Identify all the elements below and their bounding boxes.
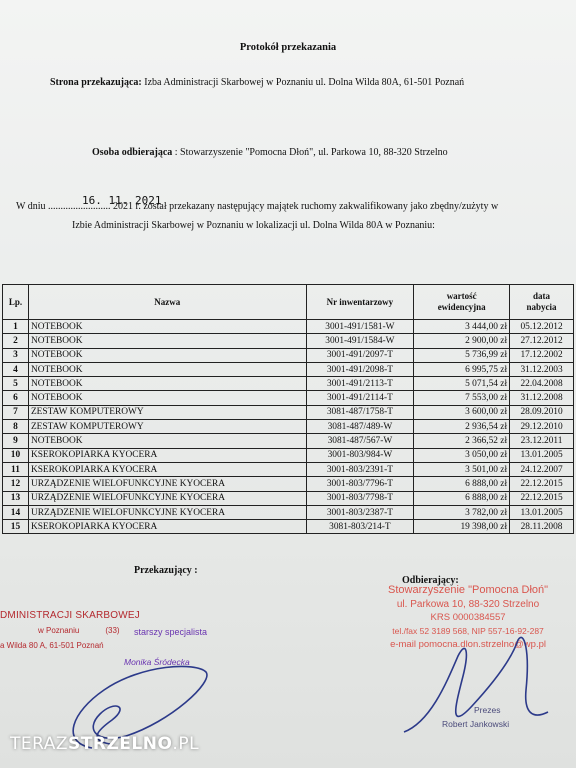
cell-wartosc: 19 398,00 zł (414, 520, 510, 534)
right-stamp-line-1: Stowarzyszenie "Pomocna Dłoń" (388, 584, 549, 596)
cell-lp: 4 (3, 362, 29, 376)
left-position-stamp: starszy specjalista (134, 627, 208, 637)
right-stamp-line-5: e-mail pomocna.dlon.strzelno@wp.pl (390, 639, 546, 650)
cell-wartosc: 6 888,00 zł (414, 491, 510, 505)
logo-part-teraz: TERAZ (10, 734, 69, 754)
sentence-line-2: Izbie Administracji Skarbowej w Poznaniu w lokalizacji ul. Dolna Wilda 80A w Poznaniu: (72, 220, 435, 231)
header-lp: Lp. (3, 285, 29, 320)
osoba-label: Osoba odbierająca (92, 147, 173, 158)
cell-nazwa: KSEROKOPIARKA KYOCERA (28, 448, 306, 462)
cell-nr-inwentarzowy: 3081-803/214-T (306, 520, 414, 534)
cell-nazwa: NOTEBOOK (28, 362, 306, 376)
cell-wartosc: 2 936,54 zł (414, 420, 510, 434)
cell-nazwa: URZĄDZENIE WIELOFUNKCYJNE KYOCERA (28, 477, 306, 491)
cell-nr-inwentarzowy: 3001-803/2387-T (306, 505, 414, 519)
cell-wartosc: 2 900,00 zł (414, 334, 510, 348)
cell-nazwa: URZĄDZENIE WIELOFUNKCYJNE KYOCERA (28, 491, 306, 505)
cell-lp: 12 (3, 477, 29, 491)
cell-nazwa: URZĄDZENIE WIELOFUNKCYJNE KYOCERA (28, 505, 306, 519)
cell-nazwa: KSEROKOPIARKA KYOCERA (28, 462, 306, 476)
left-stamp-line-3: a Wilda 80 A, 61-501 Poznań (0, 641, 104, 650)
cell-nr-inwentarzowy: 3081-487/567-W (306, 434, 414, 448)
terazstrzelno-watermark-logo (10, 734, 199, 754)
cell-lp: 10 (3, 448, 29, 462)
cell-wartosc: 3 050,00 zł (414, 448, 510, 462)
odbierajacy-label: Odbierający: (402, 575, 459, 586)
cell-wartosc: 5 736,99 zł (414, 348, 510, 362)
header-data-2: nabycia (526, 302, 557, 312)
cell-nazwa: NOTEBOOK (28, 334, 306, 348)
right-stamp-line-2: ul. Parkowa 10, 88-320 Strzelno (396, 598, 540, 610)
strona-value: Izba Administracji Skarbowej w Poznaniu ul. Dolna Wilda 80A, 61-501 Poznań (141, 77, 465, 88)
cell-lp: 3 (3, 348, 29, 362)
cell-nazwa: NOTEBOOK (28, 391, 306, 405)
cell-nr-inwentarzowy: 3001-803/7798-T (306, 491, 414, 505)
cell-nr-inwentarzowy: 3081-487/489-W (306, 420, 414, 434)
cell-nr-inwentarzowy: 3001-491/1584-W (306, 334, 414, 348)
cell-wartosc: 3 600,00 zł (414, 405, 510, 419)
cell-lp: 15 (3, 520, 29, 534)
cell-lp: 11 (3, 462, 29, 476)
right-position-stamp: Prezes (474, 705, 501, 715)
date-dots: ......................... (48, 201, 111, 212)
cell-lp: 13 (3, 491, 29, 505)
right-stamp-line-4: tel./fax 52 3189 568, NIP 557-16-92-287 (392, 625, 544, 636)
cell-wartosc: 6 995,75 zł (414, 362, 510, 376)
cell-nazwa: ZESTAW KOMPUTEROWY (28, 405, 306, 419)
osoba-value: : Stowarzyszenie "Pomocna Dłoń", ul. Parkowa 10, 88-320 Strzelno (172, 147, 448, 158)
logo-part-pl: .PL (172, 734, 200, 754)
cell-data-nabycia: 28.11.2008 (510, 520, 574, 534)
cell-wartosc: 7 553,00 zł (414, 391, 510, 405)
cell-nazwa: NOTEBOOK (28, 348, 306, 362)
left-signer-stamp: Monika Śródecka (124, 657, 190, 667)
cell-wartosc: 3 444,00 zł (414, 320, 510, 334)
right-signature-stroke (404, 637, 548, 732)
left-stamp-line-1: DMINISTRACJI SKARBOWEJ (0, 610, 140, 621)
logo-part-strzelno: STRZELNO (68, 734, 173, 754)
left-stamp-city: w Poznaniu (38, 626, 80, 635)
cell-data-nabycia: 22.04.2008 (510, 377, 574, 391)
cell-nr-inwentarzowy: 3001-491/2098-T (306, 362, 414, 376)
cell-lp: 6 (3, 391, 29, 405)
cell-data-nabycia: 28.09.2010 (510, 405, 574, 419)
cell-nazwa: NOTEBOOK (28, 377, 306, 391)
strona-label: Strona przekazująca: (50, 77, 142, 88)
cell-nr-inwentarzowy: 3001-491/2113-T (306, 377, 414, 391)
cell-data-nabycia: 23.12.2011 (510, 434, 574, 448)
header-wartosc-1: wartość (446, 291, 477, 301)
cell-data-nabycia: 31.12.2008 (510, 391, 574, 405)
cell-lp: 2 (3, 334, 29, 348)
cell-data-nabycia: 27.12.2012 (510, 334, 574, 348)
cell-data-nabycia: 29.12.2010 (510, 420, 574, 434)
sentence-rest: 2021 r. został przekazany następujący majątek ruchomy zakwalifikowany jako zbędny/zużyty w (113, 201, 499, 212)
cell-nr-inwentarzowy: 3001-803/7796-T (306, 477, 414, 491)
cell-data-nabycia: 05.12.2012 (510, 320, 574, 334)
cell-lp: 8 (3, 420, 29, 434)
cell-lp: 5 (3, 377, 29, 391)
cell-wartosc: 3 782,00 zł (414, 505, 510, 519)
cell-lp: 9 (3, 434, 29, 448)
cell-nazwa: NOTEBOOK (28, 320, 306, 334)
cell-nr-inwentarzowy: 3001-491/2097-T (306, 348, 414, 362)
cell-lp: 14 (3, 505, 29, 519)
cell-lp: 7 (3, 405, 29, 419)
cell-nr-inwentarzowy: 3001-803/984-W (306, 448, 414, 462)
cell-wartosc: 3 501,00 zł (414, 462, 510, 476)
cell-wartosc: 6 888,00 zł (414, 477, 510, 491)
cell-nr-inwentarzowy: 3001-491/2114-T (306, 391, 414, 405)
header-wartosc-2: ewidencyjna (437, 302, 486, 312)
left-stamp-number: (33) (105, 626, 120, 635)
przekazujacy-label: Przekazujący : (134, 565, 198, 576)
cell-wartosc: 2 366,52 zł (414, 434, 510, 448)
header-data-1: data (533, 291, 551, 301)
cell-wartosc: 5 071,54 zł (414, 377, 510, 391)
cell-nr-inwentarzowy: 3081-487/1758-T (306, 405, 414, 419)
cell-data-nabycia: 13.01.2005 (510, 448, 574, 462)
cell-lp: 1 (3, 320, 29, 334)
cell-nr-inwentarzowy: 3001-491/1581-W (306, 320, 414, 334)
cell-data-nabycia: 22.12.2015 (510, 491, 574, 505)
cell-data-nabycia: 22.12.2015 (510, 477, 574, 491)
cell-data-nabycia: 31.12.2003 (510, 362, 574, 376)
handwritten-date: 16. 11. 2021 (82, 194, 162, 207)
w-dniu-label: W dniu (16, 201, 46, 212)
cell-nr-inwentarzowy: 3001-803/2391-T (306, 462, 414, 476)
document-title: Protokół przekazania (239, 42, 337, 53)
right-signer-stamp: Robert Jankowski (442, 719, 510, 729)
cell-nazwa: ZESTAW KOMPUTEROWY (28, 420, 306, 434)
right-stamp-line-3: KRS 0000384557 (430, 612, 506, 623)
cell-data-nabycia: 13.01.2005 (510, 505, 574, 519)
cell-nazwa: NOTEBOOK (28, 434, 306, 448)
cell-nazwa: KSEROKOPIARKA KYOCERA (28, 520, 306, 534)
cell-data-nabycia: 24.12.2007 (510, 462, 574, 476)
cell-data-nabycia: 17.12.2002 (510, 348, 574, 362)
header-nr-inwentarzowy: Nr inwentarzowy (306, 285, 414, 320)
header-nazwa: Nazwa (28, 285, 306, 320)
